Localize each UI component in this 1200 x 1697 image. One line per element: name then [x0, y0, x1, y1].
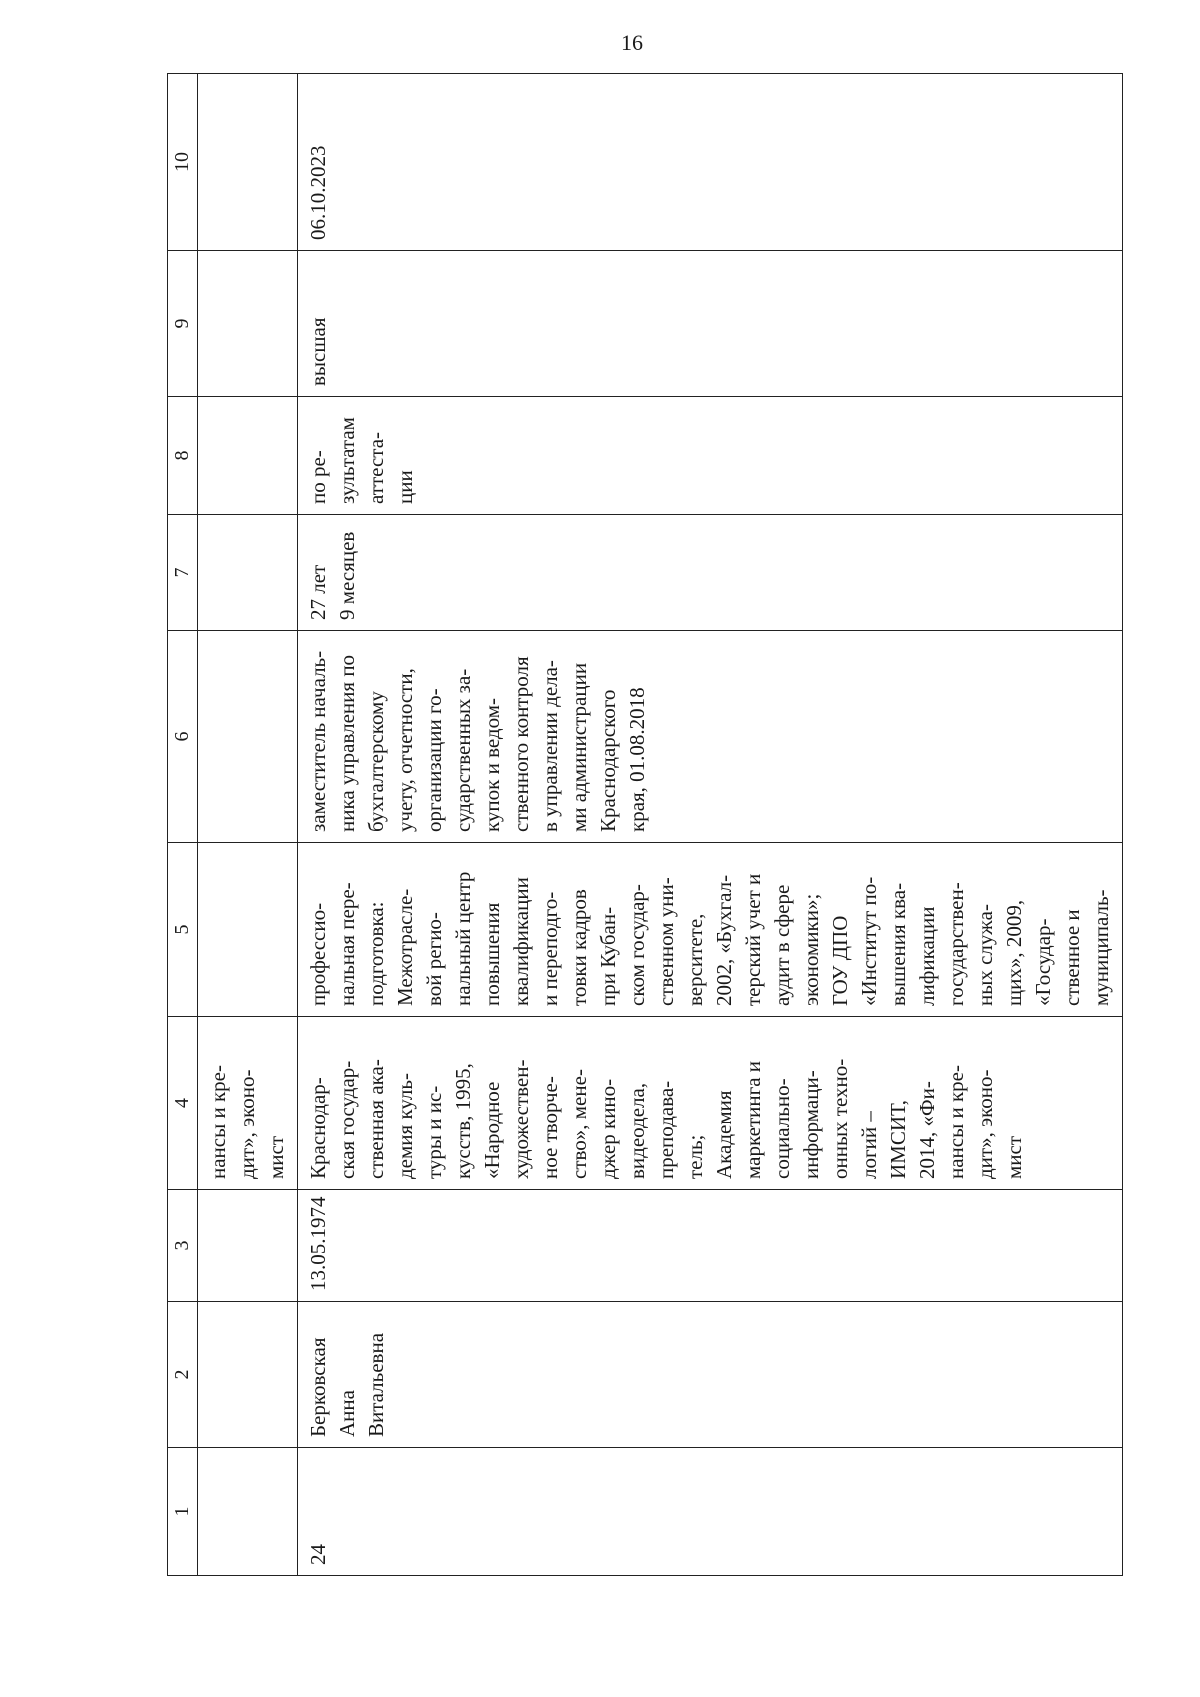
table-cell: [198, 1448, 298, 1576]
column-number: 4: [168, 1017, 198, 1190]
table-cell: [198, 631, 298, 843]
entry-experience: 27 лет 9 месяцев: [298, 515, 1123, 631]
column-number: 1: [168, 1448, 198, 1576]
entry-date: 06.10.2023: [298, 74, 1123, 251]
page-number: 16: [621, 30, 643, 55]
data-table: [167, 73, 1123, 1576]
entry-position: заместитель началь- ника управления по бухгалтерскому учету, отчетности, организации го- сударственных за- купок и ведом- ственного контроля в управлении дела- ми администрации Краснодарского края, 01.08.2018: [298, 631, 1123, 843]
table-cell: [198, 1302, 298, 1448]
table-cell: нансы и кре- дит», эконо- мист: [198, 1017, 298, 1190]
continuation-row: [198, 74, 298, 1576]
column-number-row: [168, 74, 198, 1576]
entry-education: Краснодар- ская государ- ственная ака- демия куль- туры и ис- кусств, 1995, «Народное художествен- ное творче- ство», мене- джер кино- видеодела, преподава- тель; Академия маркетинга и социально- информаци- онных техно- логий – ИМСИТ, 2014, «Фи- нансы и кре- дит», эконо- мист: [298, 1017, 1123, 1190]
table-row: [298, 74, 1123, 1576]
column-number: 7: [168, 515, 198, 631]
column-number: 9: [168, 251, 198, 397]
column-number: 10: [168, 74, 198, 251]
table-cell: [198, 843, 298, 1017]
table-cell: [198, 515, 298, 631]
table-cell: [198, 74, 298, 251]
entry-additional-education: профессио- нальная пере- подготовка: Межотрасле- вой регио- нальный центр повышения квалификации и переподго- товки кадров при Кубан- ском государ- ственном уни- верситете, 2002, «Бухгал- терский учет и аудит в сфере экономики»; ГОУ ДПО «Институт по- вышения ква- лификации государствен- ных служа- щих», 2009, «Государ- ственное и муниципаль-: [298, 843, 1123, 1017]
column-number: 2: [168, 1302, 198, 1448]
entry-rank: высшая: [298, 251, 1123, 397]
table-cell: [198, 1190, 298, 1302]
column-number: 3: [168, 1190, 198, 1302]
table-cell: [198, 397, 298, 515]
entry-birth-date: 13.05.1974: [298, 1190, 1123, 1302]
column-number: 5: [168, 843, 198, 1017]
table-cell: [198, 251, 298, 397]
entry-name: Берковская Анна Витальевна: [298, 1302, 1123, 1448]
column-number: 6: [168, 631, 198, 843]
entry-number: 24: [298, 1448, 1123, 1576]
entry-basis: по ре- зультатам аттеста- ции: [298, 397, 1123, 515]
rotated-table-container: [167, 74, 1113, 1576]
column-number: 8: [168, 397, 198, 515]
